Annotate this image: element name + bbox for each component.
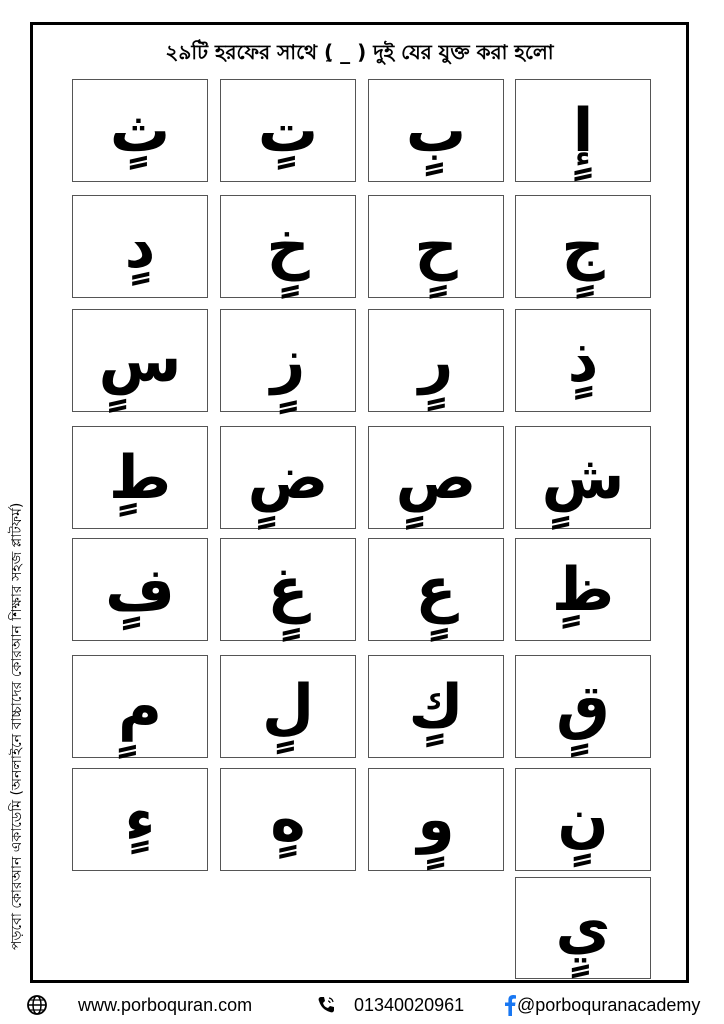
letter-card bbox=[515, 426, 651, 529]
phone-icon bbox=[316, 990, 336, 1020]
letter: يٍ bbox=[555, 893, 611, 963]
letter-card bbox=[72, 538, 208, 641]
letter: ظٍ bbox=[551, 554, 615, 625]
letter: تٍ bbox=[257, 95, 319, 166]
letter-card bbox=[368, 426, 504, 529]
letter-card bbox=[72, 655, 208, 758]
letter-card bbox=[72, 79, 208, 182]
letter-card bbox=[220, 79, 356, 182]
letter-card bbox=[368, 195, 504, 298]
letter-card bbox=[368, 655, 504, 758]
letter-card bbox=[72, 768, 208, 871]
letter: عٍ bbox=[415, 554, 457, 625]
letter: نٍ bbox=[557, 784, 609, 855]
letter: سٍ bbox=[98, 325, 182, 396]
letter-grid bbox=[72, 79, 651, 979]
letter: ذٍ bbox=[567, 325, 599, 396]
letter-card bbox=[220, 768, 356, 871]
letter: جٍ bbox=[561, 211, 605, 282]
letter-card bbox=[515, 768, 651, 871]
globe-icon bbox=[26, 990, 48, 1020]
letter-card bbox=[368, 309, 504, 412]
letter-card bbox=[515, 655, 651, 758]
letter-card bbox=[72, 309, 208, 412]
page-title: ২৯টি হরফের সাথে (ِ _ ) দুই যের যুক্ত করা হলো bbox=[165, 40, 554, 64]
letter: شٍ bbox=[541, 442, 625, 513]
letter-card bbox=[220, 309, 356, 412]
letter: قٍ bbox=[556, 671, 610, 742]
letter: خٍ bbox=[266, 211, 310, 282]
letter-card bbox=[515, 79, 651, 182]
letter: وٍ bbox=[417, 784, 455, 855]
letter: صٍ bbox=[395, 442, 477, 513]
letter-card bbox=[515, 877, 651, 979]
letter: لٍ bbox=[261, 671, 315, 742]
website-link[interactable]: www.porboquran.com bbox=[78, 994, 253, 1015]
facebook-handle[interactable]: @porboquranacademy bbox=[517, 994, 701, 1015]
letter: بٍ bbox=[405, 95, 467, 166]
letter: دٍ bbox=[124, 211, 156, 282]
letter: ءٍ bbox=[124, 784, 156, 855]
letter: ضٍ bbox=[247, 442, 329, 513]
side-caption: পড়বো কোরআন একাডেমি (অনলাইনে বাচ্চাদের কোরআন শিক্ষার সহজ প্লাটফর্ম) bbox=[9, 502, 25, 950]
letter-card bbox=[515, 195, 651, 298]
letter: رٍ bbox=[418, 325, 454, 396]
phone-number[interactable]: 01340020961 bbox=[354, 994, 465, 1015]
letter-card bbox=[368, 538, 504, 641]
letter: هٍ bbox=[270, 784, 306, 855]
letter-card bbox=[220, 195, 356, 298]
letter: ثٍ bbox=[109, 95, 171, 166]
letter-card bbox=[220, 538, 356, 641]
letter-card bbox=[72, 195, 208, 298]
letter: حٍ bbox=[414, 211, 458, 282]
letter-card bbox=[515, 538, 651, 641]
letter: كٍ bbox=[408, 671, 464, 742]
footer bbox=[0, 990, 724, 1020]
letter-card bbox=[515, 309, 651, 412]
letter: طٍ bbox=[108, 442, 172, 513]
letter-card bbox=[72, 426, 208, 529]
letter: غٍ bbox=[267, 554, 309, 625]
letter: زٍ bbox=[270, 325, 306, 396]
letter: مٍ bbox=[118, 671, 162, 742]
facebook-icon bbox=[503, 990, 517, 1020]
letter-card bbox=[368, 768, 504, 871]
letter-card bbox=[220, 426, 356, 529]
letter: إٍ bbox=[572, 95, 594, 166]
letter-card bbox=[220, 655, 356, 758]
letter: فٍ bbox=[105, 554, 175, 625]
letter-card bbox=[368, 79, 504, 182]
